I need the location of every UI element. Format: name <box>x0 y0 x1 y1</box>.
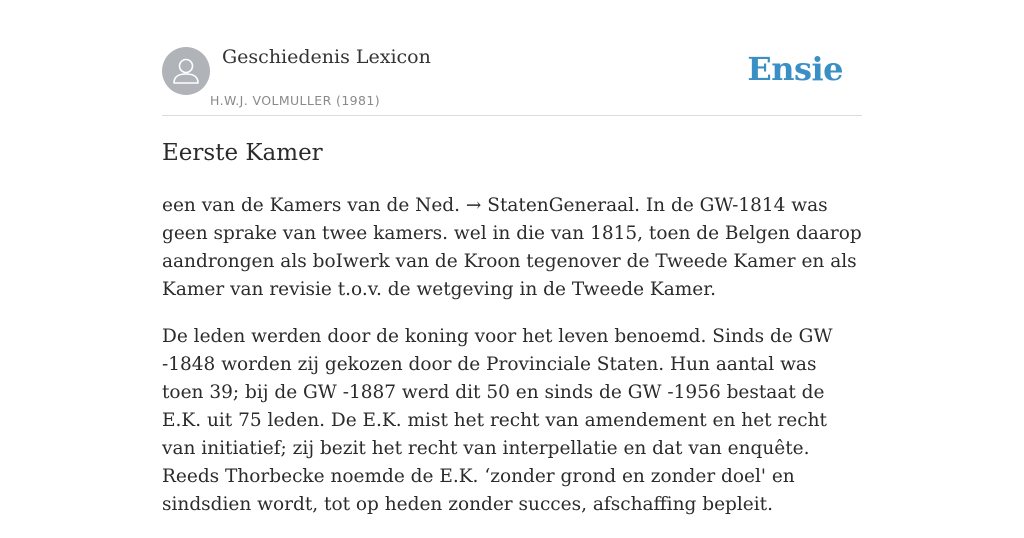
ensie-logo-link[interactable]: Ensie <box>747 50 843 88</box>
article-paragraph: De leden werden door de koning voor het leven benoemd. Sinds de GW -1848 worden zij gekozen door de Provinciale Staten. Hun aantal was toen 39; bij de GW -1887 werd dit 50 en sinds de GW -1956 bestaat de E.K. uit 75 leden. De E.K. mist het recht van amendement en het recht van initiatief; zij bezit het recht van interpellatie en dat van enquête. Reeds Thorbecke noemde de E.K. ‘zonder grond en zonder doel' en sindsdien wordt, tot op heden zonder succes, afschaffing bepleit. <box>162 326 833 515</box>
user-silhouette-icon <box>162 47 210 95</box>
article-title: Eerste Kamer <box>162 140 323 166</box>
header-divider <box>162 115 862 116</box>
source-author[interactable]: H.W.J. VOLMULLER (1981) <box>210 93 381 108</box>
article-body <box>162 192 862 538</box>
avatar[interactable] <box>162 47 210 95</box>
article-paragraph: een van de Kamers van de Ned. → StatenGeneraal. In de GW-1814 was geen sprake van twee kamers. wel in die van 1815, toen de Belgen daarop aandrongen als boIwerk van de Kroon tegenover de Tweede Kamer en als Kamer van revisie t.o.v. de wetgeving in de Tweede Kamer. <box>162 195 862 300</box>
source-title[interactable]: Geschiedenis Lexicon <box>222 46 431 68</box>
